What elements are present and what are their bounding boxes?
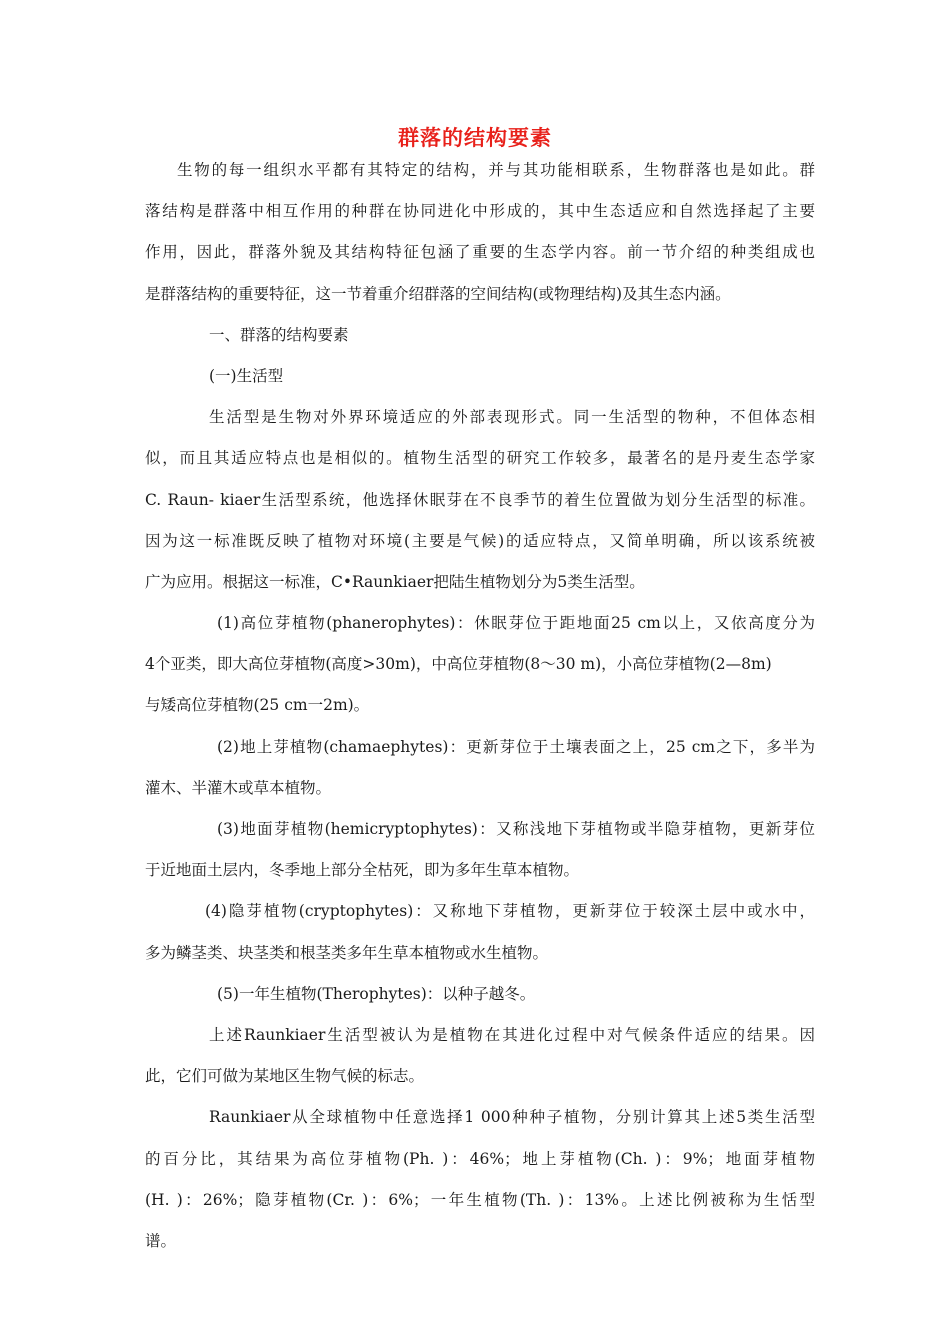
document-body (145, 150, 815, 1262)
document-title: 群落的结构要素 (398, 126, 552, 150)
section-heading: 一、群落的结构要素 (209, 325, 349, 344)
list-item-line: (4)隐芽植物(cryptophytes)：又称地下芽植物，更新芽位于较深土层中或水中， (205, 902, 815, 921)
paragraph-line: 谱。 (145, 1231, 177, 1250)
list-item-line: 多为鳞茎类、块茎类和根茎类多年生草本植物或水生植物。 (145, 943, 549, 962)
paragraph-line: 似，而且其适应特点也是相似的。植物生活型的研究工作较多，最著名的是丹麦生态学家 (145, 449, 815, 468)
subsection-heading: (一)生活型 (209, 366, 284, 385)
paragraph-line: 生物的每一组织水平都有其特定的结构，并与其功能相联系，生物群落也是如此。群 (177, 161, 815, 179)
paragraph-line: (H. )：26%；隐芽植物(Cr. )：6%；一年生植物(Th. )：13%。上述比例被称为生恬型 (145, 1190, 815, 1209)
paragraph-line: 落结构是群落中相互作用的种群在协同进化中形成的，其中生态适应和自然选择起了主要 (145, 202, 815, 221)
paragraph-line: 上述Raunkiaer生活型被认为是植物在其进化过程中对气候条件适应的结果。因 (209, 1025, 815, 1044)
list-item-line: (2)地上芽植物(chamaephytes)：更新芽位于土壤表面之上，25 cm之下，多半为 (217, 737, 815, 756)
paragraph-line: 因为这一标准既反映了植物对环境(主要是气候)的适应特点，又简单明确，所以该系统被 (145, 531, 815, 550)
paragraph-line: Raunkiaer从全球植物中任意选择1 000种种子植物，分别计算其上述5类生活型 (209, 1108, 815, 1127)
paragraph-line: 生活型是生物对外界环境适应的外部表现形式。同一生活型的物种，不但体态相 (209, 408, 815, 427)
list-item-line: 灌木、半灌木或草本植物。 (145, 778, 332, 797)
list-item-line: 4个亚类，即大高位芽植物(高度>30m)，中高位芽植物(8～30 m)，小高位芽植物(2—8m) (145, 655, 772, 674)
paragraph-line: 广为应用。根据这一标准，C•Raunkiaer把陆生植物划分为5类生活型。 (145, 572, 645, 591)
list-item-line: (1)高位芽植物(phanerophytes)：休眠芽位于距地面25 cm以上，又依高度分为 (217, 614, 815, 633)
paragraph-line: C. Raun- kiaer生活型系统，他选择休眠芽在不良季节的着生位置做为划分生活型的标准。 (145, 490, 815, 509)
paragraph-line: 作用，因此，群落外貌及其结构特征包涵了重要的生态学内容。前一节介绍的种类组成也 (145, 243, 815, 262)
paragraph-line: 此，它们可做为某地区生物气候的标志。 (145, 1067, 425, 1086)
paragraph-line: 是群落结构的重要特征，这一节着重介绍群落的空间结构(或物理结构)及其生态内涵。 (145, 284, 731, 303)
paragraph-line: 的百分比，其结果为高位芽植物(Ph. )：46%；地上芽植物(Ch. )：9%；地面芽植物 (145, 1149, 815, 1168)
list-item-line: 于近地面土层内，冬季地上部分全枯死，即为多年生草本植物。 (145, 861, 580, 880)
list-item-line: (3)地面芽植物(hemicryptophytes)：又称浅地下芽植物或半隐芽植物，更新芽位 (217, 820, 815, 838)
list-item-line: (5)一年生植物(Therophytes)：以种子越冬。 (217, 984, 536, 1003)
list-item-line: 与矮高位芽植物(25 cm一2m)。 (145, 696, 370, 715)
